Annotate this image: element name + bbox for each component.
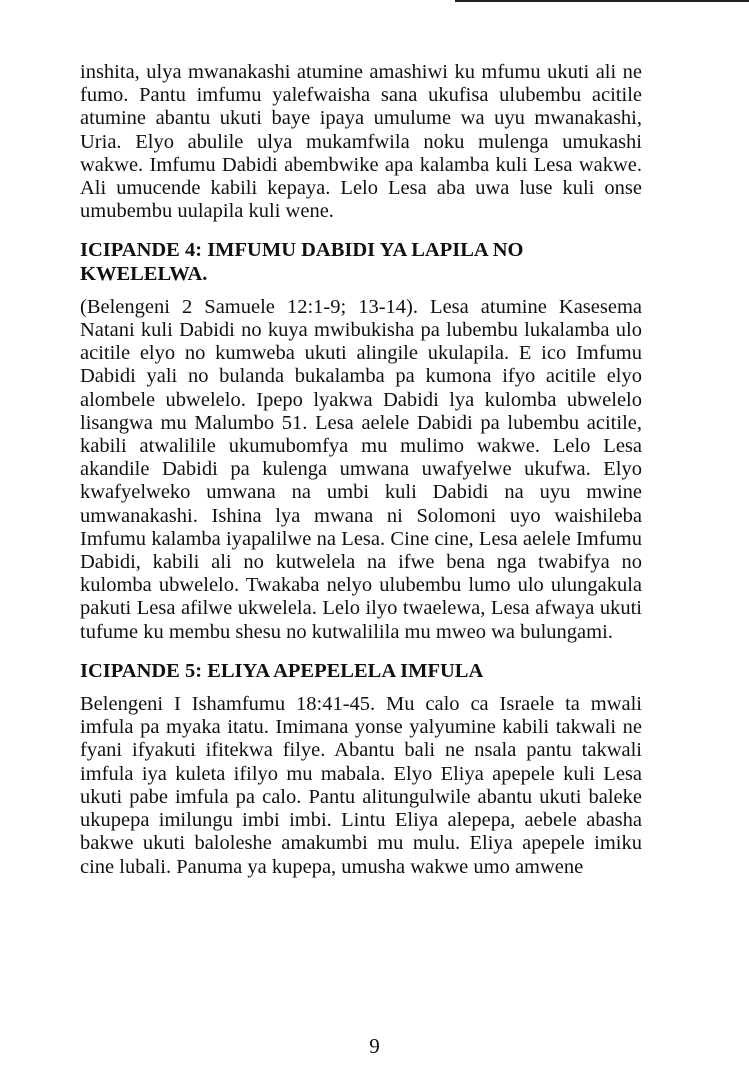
section-label: ICIPANDE 5: [80, 659, 203, 682]
section-title: IMFUMU DABIDI YA LAPILA NO KWELELWA. [80, 239, 524, 285]
section-paragraph: Belengeni I Ishamfumu 18:41-45. Mu calo ca Israele ta mwali imfula pa myaka itatu. Imimana yonse yalyumine kabili takwali ne fyani ifyakuti ifitekwa filye. Abantu bali ne nsala pantu takwali imfula iya kuleta ifilyo mu mabala. Elyo Eliya apepele kuli Lesa ukuti pabe imfula pa calo. Pantu alitungulwile abantu ukuti baleke ukupepa imilungu imbi imbi. Lintu Eliya alepepa, aebele abasha bakwe ukuti baloleshe amakumbi mu mulu. Eliya apepele imiku cine lubali. Panuma ya kupepa, umusha wakwe umo amwene [80, 693, 642, 878]
section-label: ICIPANDE 4: [80, 239, 203, 262]
page-number: 9 [369, 1034, 380, 1058]
section-5 [80, 660, 642, 879]
top-rule [455, 0, 749, 2]
section-paragraph: (Belengeni 2 Samuele 12:1-9; 13-14). Lesa atumine Kasesema Natani kuli Dabidi no kuya mwibukisha pa lubembu lukalamba ulo acitile elyo no kumweba ukuti alingile ukulapila. E ico Imfumu Dabidi yali no bulanda bukalamba pa kumona ifyo acitile elyo alombele ubwelelo. Ipepo lyakwa Dabidi lya kulomba ubwelelo lisangwa mu Malumbo 51. Lesa aelele Dabidi pa lubembu acitile, kabili atwalilile ukumubomfya mu mulimo wakwe. Lelo Lesa akandile Dabidi pa kulenga umwana uwafyelwe ukufwa. Elyo kwafyelweko umwana na umbi kuli Dabidi na uyu mwine umwanakashi. Ishina lya mwana ni Solomoni uyo waishileba Imfumu kalamba iyapalilwe na Lesa. Cine cine, Lesa aelele Imfumu Dabidi, kabili ali no kutwelela na ifwe bena nga twabifya no kulomba ubwelelo. Twakaba nelyo ulubembu lumo ulo ulungakula pakuti Lesa afilwe ukwelela. Lelo ilyo twaelewa, Lesa afwaya ukuti tufume ku membu shesu no kutwalilila mu mweo wa bulungami. [80, 295, 642, 643]
section-title: ELIYA APEPELELA IMFULA [207, 659, 484, 682]
section-heading [80, 239, 642, 285]
section-heading [80, 660, 642, 683]
section-4 [80, 239, 642, 643]
page-content [80, 61, 642, 879]
intro-paragraph: inshita, ulya mwanakashi atumine amashiwi ku mfumu ukuti ali ne fumo. Pantu imfumu yalefwaisha sana ukufisa ulubembu acitile atumine abantu ukuti baye ipaya umulume wa uyu mwanakashi, Uria. Elyo abulile ulya mukamfwila noku mulenga umukashi wakwe. Imfumu Dabidi abembwike apa kalamba kuli Lesa wakwe. Ali umucende kabili kepaya. Lelo Lesa aba uwa luse kuli onse umubembu uulapila kuli wene. [80, 61, 642, 223]
